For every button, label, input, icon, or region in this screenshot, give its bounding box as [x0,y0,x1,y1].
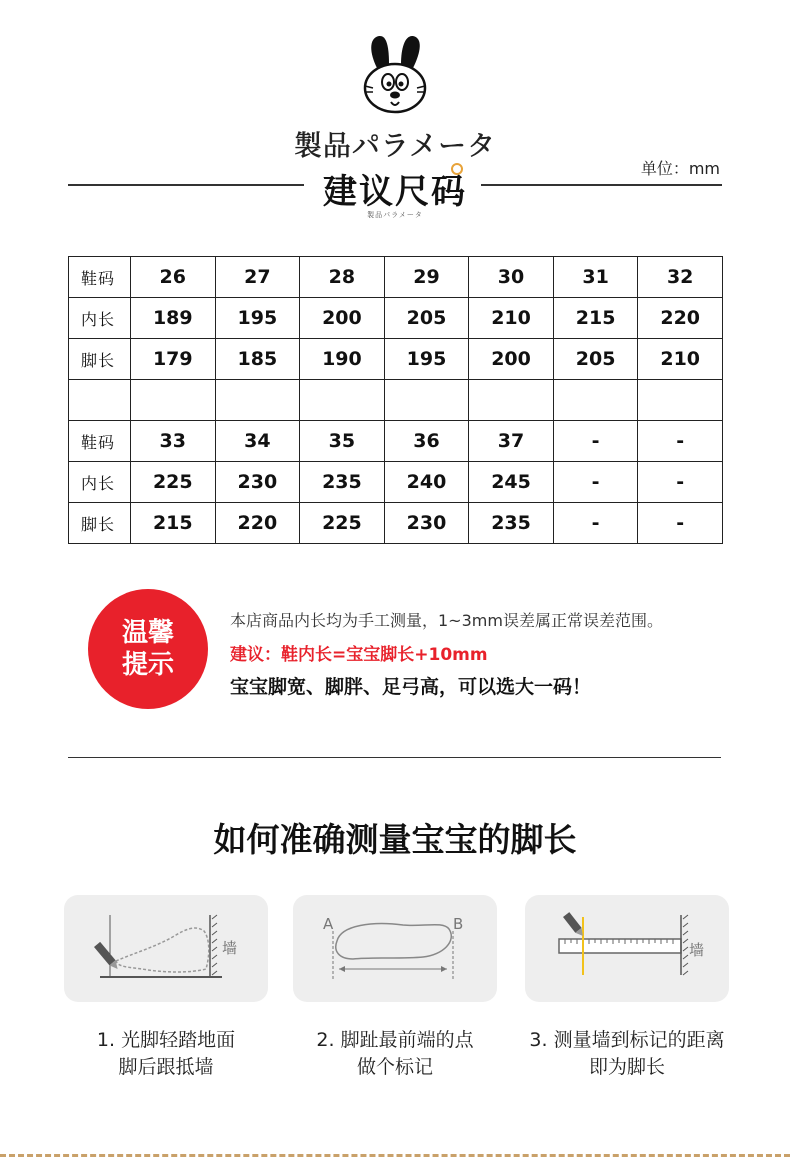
wall-label-3: 墙 [689,941,705,959]
table-cell: 190 [300,339,385,380]
table-cell: 35 [300,421,385,462]
table-row-label: 内长 [69,298,131,339]
table-cell: 240 [384,462,469,503]
table-cell: 230 [384,503,469,544]
tip-size-up-note: 宝宝脚宽、脚胖、足弓高，可以选大一码！ [230,676,592,698]
table-cell: 195 [215,298,300,339]
table-cell: 200 [469,339,554,380]
table-cell: - [638,503,723,544]
unit-label: 单位：mm [640,159,720,178]
table-cell: 33 [131,421,216,462]
table-cell: 210 [638,339,723,380]
step-1-text [41,1027,291,1081]
table-cell [638,380,723,421]
section-divider [68,757,721,758]
table-row [69,339,723,380]
table-row [69,298,723,339]
table-cell: 32 [638,257,723,298]
table-cell: 189 [131,298,216,339]
mascot-logo-icon [355,30,435,116]
point-a-label: A [323,915,334,933]
table-row-label: 脚长 [69,339,131,380]
table-cell: 28 [300,257,385,298]
step-1-line2: 脚后跟抵墙 [118,1056,214,1078]
table-cell [131,380,216,421]
table-cell: 205 [553,339,638,380]
step-2-text [270,1027,520,1081]
measure-card-2 [293,895,497,1002]
table-cell [215,380,300,421]
step-2-line1: 2. 脚趾最前端的点 [316,1029,474,1051]
table-cell: 215 [131,503,216,544]
table-cell: 30 [469,257,554,298]
table-cell: 205 [384,298,469,339]
step-3-text [502,1027,752,1081]
step-2-line2: 做个标记 [356,1056,433,1078]
table-cell: 185 [215,339,300,380]
table-row [69,421,723,462]
table-cell: 210 [469,298,554,339]
table-cell: 220 [215,503,300,544]
step-3-line1: 3. 测量墙到标记的距离 [529,1029,725,1051]
table-cell: 235 [469,503,554,544]
table-cell: - [638,462,723,503]
table-row-label: 内长 [69,462,131,503]
page-title: 建议尺码 [323,172,467,212]
table-cell: 36 [384,421,469,462]
table-cell: 34 [215,421,300,462]
table-row [69,257,723,298]
header-jp-title: 製品パラメータ [293,129,497,162]
table-cell: 230 [215,462,300,503]
measure-section-title: 如何准确测量宝宝的脚长 [213,820,577,859]
table-cell: 29 [384,257,469,298]
footprint-a-b-icon [293,895,497,1002]
table-cell: 27 [215,257,300,298]
header-sub-title: 製品パラメータ [367,211,423,219]
step-1-line1: 1. 光脚轻踏地面 [96,1029,236,1051]
table-row-label: 脚长 [69,503,131,544]
table-cell: 179 [131,339,216,380]
table-cell: 245 [469,462,554,503]
table-row-label [69,380,131,421]
title-dot-icon [451,163,463,175]
table-cell: 31 [553,257,638,298]
table-cell: 26 [131,257,216,298]
table-cell: - [638,421,723,462]
measure-card-3 [525,895,729,1002]
tip-badge-line2: 提示 [121,650,174,680]
table-cell [384,380,469,421]
table-cell: 215 [553,298,638,339]
tip-badge-line1: 温馨 [121,618,174,648]
size-table [68,256,723,544]
ruler-wall-icon [525,895,729,1002]
table-cell: 200 [300,298,385,339]
table-row [69,462,723,503]
table-cell: - [553,462,638,503]
table-row-label: 鞋码 [69,421,131,462]
foot-against-wall-icon [64,895,268,1002]
step-3-line2: 即为脚长 [588,1056,665,1078]
wall-label-1: 墙 [222,939,238,957]
table-cell: 37 [469,421,554,462]
table-cell: 220 [638,298,723,339]
table-cell [469,380,554,421]
measure-card-1 [64,895,268,1002]
bottom-dashed-border [0,1154,790,1157]
table-cell [553,380,638,421]
table-cell [300,380,385,421]
table-cell: 225 [300,503,385,544]
table-cell: 225 [131,462,216,503]
table-cell: 195 [384,339,469,380]
table-row [69,380,723,421]
table-cell: - [553,503,638,544]
point-b-label: B [453,915,464,933]
tip-measure-note: 本店商品内长均为手工测量，1~3mm误差属正常误差范围。 [230,611,663,630]
table-cell: - [553,421,638,462]
tip-suggestion: 建议：鞋内长=宝宝脚长+10mm [230,645,488,665]
table-row [69,503,723,544]
table-cell: 235 [300,462,385,503]
tip-badge [88,589,208,709]
table-row-label: 鞋码 [69,257,131,298]
